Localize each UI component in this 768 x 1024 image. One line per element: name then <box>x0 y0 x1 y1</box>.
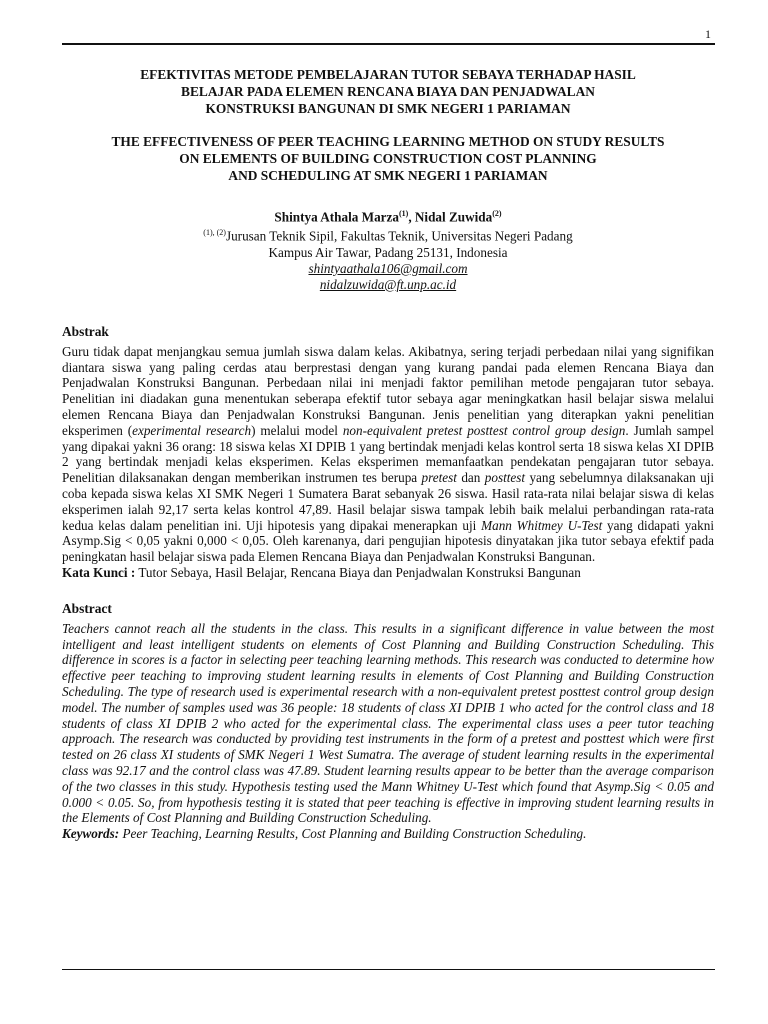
title-english <box>62 133 714 184</box>
affiliation-text: Jurusan Teknik Sipil, Fakultas Teknik, Universitas Negeri Padang <box>225 228 573 244</box>
title-line: THE EFFECTIVENESS OF PEER TEACHING LEARNING METHOD ON STUDY RESULTS <box>111 134 665 149</box>
abstrak-italic: non-equivalent pretest posttest control group design <box>342 422 626 438</box>
keywords <box>62 826 714 842</box>
affiliation-line <box>62 225 714 244</box>
paper-body <box>62 66 714 842</box>
title-line: BELAJAR PADA ELEMEN RENCANA BIAYA DAN PENJADWALAN <box>181 84 595 99</box>
abstrak-text: Guru tidak dapat menjangkau semua jumlah siswa dalam kelas. Akibatnya, sering terjadi perbedaan nilai yang signifikan diantara siswa yang paling cerdas atau berprestasi dengan yang kurang pandai pada elemen Rencana Biaya dan Penjadwalan Konstruksi Bangunan. Perbedaan nilai ini menjadi faktor pemilihan metode pengajaran tutor sebaya. Penelitian ini diadakan guna menentukan seberapa efektif tutor sebaya agar meningkatkan hasil belajar siswa melalui elemen Rencana Biaya dan Penjadwalan Konstruksi Bangunan. Jenis penelitian yang diterapkan yakni penelitian eksperimen ( <box>62 343 714 438</box>
author-separator: , <box>408 209 415 225</box>
page-number: 1 <box>705 27 711 41</box>
title-line: EFEKTIVITAS METODE PEMBELAJARAN TUTOR SEBAYA TERHADAP HASIL <box>140 67 636 82</box>
abstrak-text: yang sebelumnya dilaksanakan uji coba kepada siswa kelas XI SMK Negeri 1 Sumatera Barat sebanyak 26 siswa. Hasil rata-rata nilai belajar siswa di kelas eksperimen ialah 92,17 serta kelas kontrol 47,89. Hasil belajar siswa tampak lebih baik melalui perbandingan rata-rata kedua kelas dalam penelitian ini. Uji hipotesis yang dipakai menerapkan uji <box>62 470 714 533</box>
title-line: AND SCHEDULING AT SMK NEGERI 1 PARIAMAN <box>228 168 548 183</box>
abstrak-text: ) melalui model <box>251 422 343 438</box>
abstract-heading: Abstract <box>62 600 112 616</box>
email-link[interactable]: shintyaathala106@gmail.com <box>308 260 468 276</box>
abstrak-paragraph <box>62 344 714 565</box>
keywords-text: Peer Teaching, Learning Results, Cost Planning and Building Construction Scheduling. <box>119 826 587 842</box>
abstrak-heading: Abstrak <box>62 323 109 339</box>
author-marker: (2) <box>492 209 502 218</box>
author-marker: (1) <box>398 209 409 218</box>
affiliation-marker: (1), (2) <box>203 228 226 238</box>
abstrak-text: dan <box>456 470 485 486</box>
header-rule <box>62 43 715 45</box>
title-line: KONSTRUKSI BANGUNAN DI SMK NEGERI 1 PARIAMAN <box>205 101 571 116</box>
title-line: ON ELEMENTS OF BUILDING CONSTRUCTION COST PLANNING <box>179 151 597 166</box>
author-name: Nidal Zuwida <box>414 209 493 225</box>
title-indonesian <box>62 66 714 117</box>
abstrak-italic: experimental research <box>132 422 252 438</box>
author-list <box>62 205 714 225</box>
abstrak-italic: posttest <box>484 470 526 486</box>
abstrak-text: . Jumlah sampel yang dipakai yakni 36 orang: 18 siswa kelas XI DPIB 1 yang bertindak menjadi kelas kontrol serta 18 siswa kelas XI DPIB 2 yang bertindak menjadi kelas eksperimen. Kelas eksperimen memanfaatkan pendekatan pengajaran tutor sebaya. Penelitian dilaksanakan dengan memberikan instrumen tes berupa <box>62 422 715 486</box>
keywords-label: Keywords: <box>62 826 120 842</box>
kata-kunci-label: Kata Kunci : <box>62 564 136 580</box>
abstrak-text: yang didapati yakni Asymp.Sig < 0,05 yakni 0,000 < 0,05. Oleh karenanya, dari pengujian hipotesis dinyatakan jika tutor sebaya efektif pada peningkatan hasil belajar siswa pada Elemen Rencana Biaya dan Penjadwalan Konstruksi Bangunan. <box>62 517 715 565</box>
kata-kunci-text: Tutor Sebaya, Hasil Belajar, Rencana Biaya dan Penjadwalan Konstruksi Bangunan <box>135 564 581 580</box>
abstract-paragraph: Teachers cannot reach all the students in the class. This results in a significant difference in value between the most intelligent and least intelligent students on elements of Cost Planning and Building Construction Scheduling. This difference in scores is a factor in selecting peer teaching learning methods. This research was conducted to determine how effective peer teaching to improving student learning results in elements of Cost Planning and Building Construction Scheduling. The type of research used is experimental research with a non-equivalent pretest posttest control group design model. The number of samples used was 36 people: 18 students of class XI DPIB 1 who acted for the control class and 18 students of class XI DPIB 2 who acted for the experimental class. The experimental class uses a peer tutor teaching approach. The research was conducted by providing test instruments in the form of a pretest and posttest which were first tested on 26 class XI students of SMK Negeri 1 West Sumatra. The average of student learning results in the experimental class was 92.17 and the control class was 47.89. Student learning results appear to be better than the average comparison of the two classes in this study. Hypothesis testing used the Mann Whitney U-Test which found that Asymp.Sig < 0.05 and 0.000 < 0.05. So, from hypothesis testing it is stated that peer teaching is effective in improving student learning results in the Elements of Cost Planning and Building Construction Scheduling. <box>62 620 714 826</box>
abstrak-italic: pretest <box>421 470 457 486</box>
affiliation-address: Kampus Air Tawar, Padang 25131, Indonesia <box>268 244 508 260</box>
footer-rule <box>62 969 715 970</box>
author-name: Shintya Athala Marza <box>274 209 399 225</box>
email-link[interactable]: nidalzuwida@ft.unp.ac.id <box>319 276 457 292</box>
kata-kunci <box>62 565 714 581</box>
abstrak-italic: Mann Whitmey U-Test <box>481 517 603 533</box>
